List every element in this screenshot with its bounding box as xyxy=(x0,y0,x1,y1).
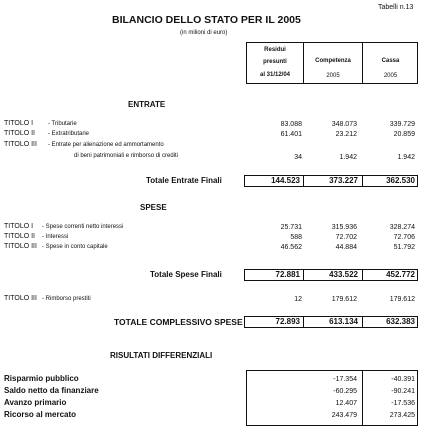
cell-residui: 25.731 xyxy=(280,224,302,231)
cell-cassa: 72.706 xyxy=(393,234,415,241)
row-description: - Extratributarie xyxy=(48,131,90,137)
cell-cassa: 273.425 xyxy=(389,412,415,419)
row-description: - Spese in conto capitale xyxy=(42,244,108,250)
risultati-label: Saldo netto da finanziare xyxy=(4,386,99,395)
total-complessivo-label: TOTALE COMPLESSIVO SPESE xyxy=(114,317,243,327)
header-competenza: Competenza xyxy=(315,58,351,64)
cell-competenza: 23.212 xyxy=(335,131,357,138)
row-titolo: TITOLO I xyxy=(4,120,34,127)
total-spese-competenza: 433.522 xyxy=(329,270,358,279)
cell-competenza: -17.354 xyxy=(333,376,357,383)
page-title: BILANCIO DELLO STATO PER IL 2005 xyxy=(112,14,301,26)
cell-competenza: 179.612 xyxy=(331,296,357,303)
cell-cassa: 20.859 xyxy=(393,131,415,138)
total-spese-label: Totale Spese Finali xyxy=(150,270,222,279)
total-entrate-label: Totale Entrate Finali xyxy=(146,176,222,185)
header-cassa-year: 2005 xyxy=(383,73,398,79)
header-residui-presunti: presunti xyxy=(263,59,287,65)
total-entrate-cassa: 362.530 xyxy=(386,176,415,185)
row-description-cont: di beni patrimoniali e rimborso di crediti xyxy=(74,153,179,159)
header-cassa: Cassa xyxy=(381,58,400,64)
column-divider xyxy=(303,316,304,328)
cell-competenza: 44.884 xyxy=(335,244,357,251)
row-titolo: TITOLO III xyxy=(4,243,37,250)
row-titolo: TITOLO I xyxy=(4,223,34,230)
table-reference: Tabelli n.13 xyxy=(378,4,414,11)
risultati-label: Avanzo primario xyxy=(4,398,67,407)
row-titolo: TITOLO II xyxy=(4,233,35,240)
row-titolo: TITOLO III xyxy=(4,295,37,302)
total-entrate-competenza: 373.227 xyxy=(329,176,358,185)
row-titolo: TITOLO II xyxy=(4,130,35,137)
page-subtitle: (in milioni di euro) xyxy=(180,30,228,36)
cell-cassa: 1.942 xyxy=(397,154,415,161)
total-complessivo-competenza: 613.134 xyxy=(329,317,358,326)
row-description: - Rimborso prestiti xyxy=(42,296,91,302)
cell-cassa: 328.274 xyxy=(389,224,415,231)
section-heading-entrate: ENTRATE xyxy=(128,100,166,109)
cell-cassa: 339.729 xyxy=(389,121,415,128)
cell-cassa: 179.612 xyxy=(389,296,415,303)
section-heading-risultati: RISULTATI DIFFERENZIALI xyxy=(110,351,213,360)
cell-competenza: 243.479 xyxy=(331,412,357,419)
cell-residui: 61.401 xyxy=(280,131,302,138)
cell-competenza: 12.407 xyxy=(335,400,357,407)
cell-residui: 588 xyxy=(290,234,302,241)
row-description: - Tributarie xyxy=(48,121,77,127)
cell-competenza: 72.702 xyxy=(335,234,357,241)
column-divider xyxy=(303,175,304,187)
cell-residui: 12 xyxy=(294,296,302,303)
cell-residui: 83.088 xyxy=(280,121,302,128)
total-complessivo-cassa: 632.383 xyxy=(386,317,415,326)
total-spese-cassa: 452.772 xyxy=(386,270,415,279)
total-complessivo-residui: 72.893 xyxy=(275,317,300,326)
cell-cassa: -17.536 xyxy=(391,400,415,407)
cell-cassa: -90.241 xyxy=(391,388,415,395)
header-residui-date: al 31/12/04 xyxy=(259,72,291,78)
total-entrate-residui: 144.523 xyxy=(271,176,300,185)
row-description: - Entrate per alienazione ed ammortamento xyxy=(48,142,164,148)
row-description: - Spese correnti netto interessi xyxy=(42,224,124,230)
column-divider xyxy=(303,269,304,281)
total-spese-residui: 72.881 xyxy=(275,270,300,279)
cell-cassa: -40.391 xyxy=(391,376,415,383)
header-competenza-year: 2005 xyxy=(326,73,340,79)
cell-residui: 46.562 xyxy=(280,244,302,251)
cell-competenza: -60.295 xyxy=(333,388,357,395)
cell-residui: 34 xyxy=(294,154,302,161)
risultati-label: Ricorso al mercato xyxy=(4,410,77,419)
cell-competenza: 1.942 xyxy=(339,154,357,161)
cell-cassa: 51.792 xyxy=(393,244,415,251)
row-titolo: TITOLO III xyxy=(4,141,37,148)
cell-competenza: 315.936 xyxy=(331,224,357,231)
row-description: - Interessi xyxy=(42,234,69,240)
header-residui: Residui xyxy=(264,47,286,53)
section-heading-spese: SPESE xyxy=(140,203,167,212)
cell-competenza: 348.073 xyxy=(331,121,357,128)
risultati-label: Risparmio pubblico xyxy=(4,374,79,383)
